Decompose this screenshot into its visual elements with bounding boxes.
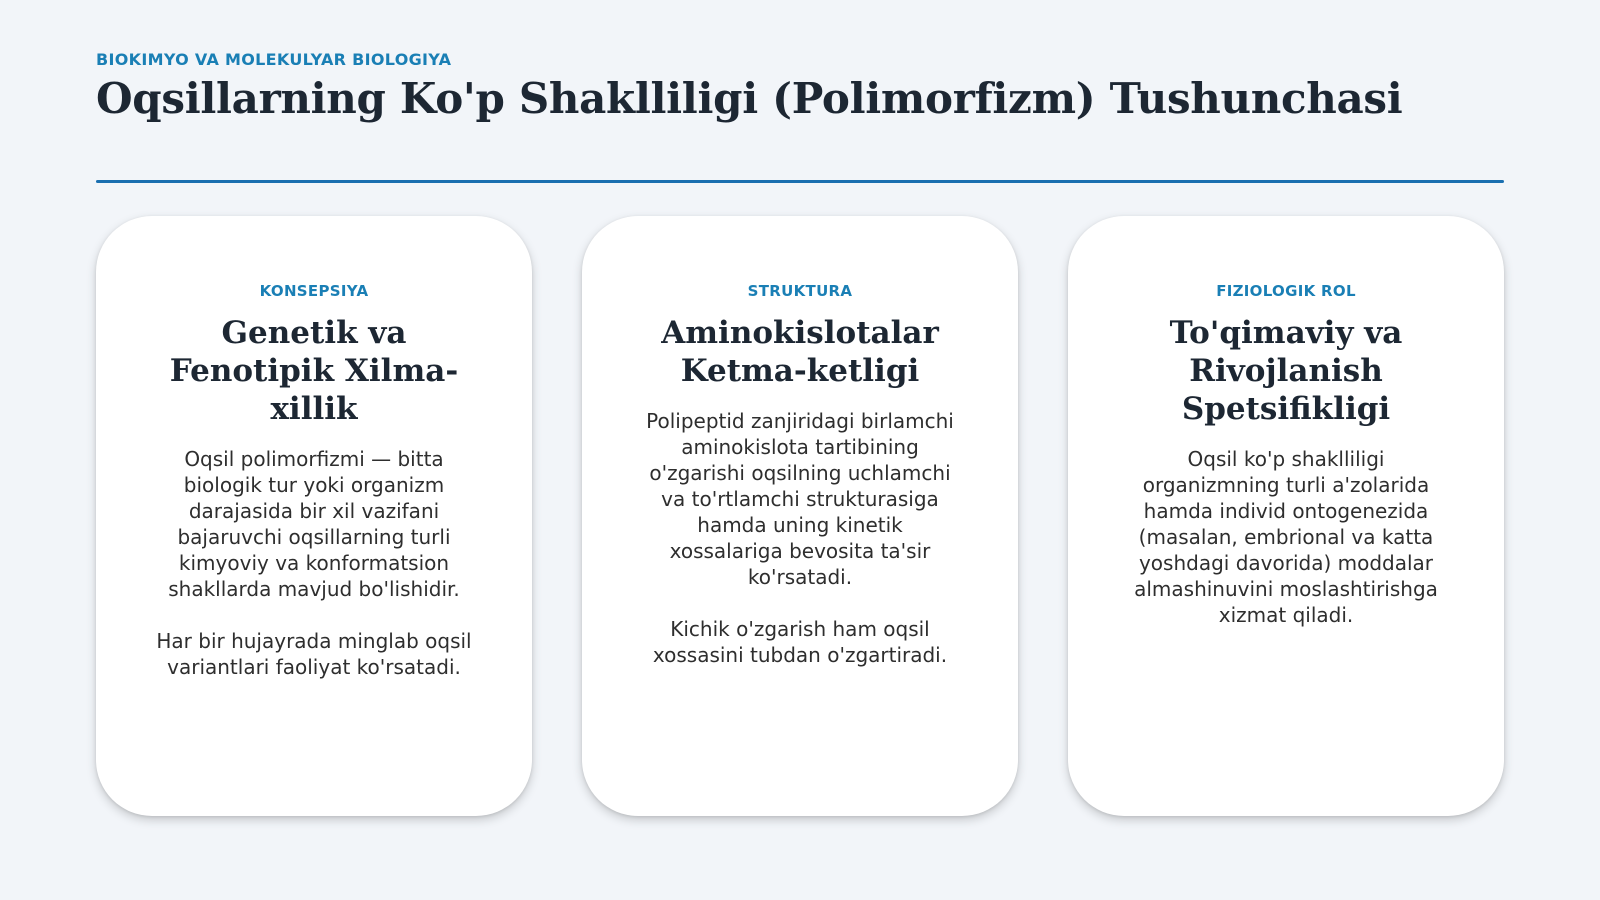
card-title: Aminokislotalar Ketma-ketligi bbox=[661, 315, 939, 389]
card-structure bbox=[582, 216, 1018, 816]
card-paragraph: Polipeptid zanjiridagi birlamchi aminokislota tartibining o'zgarishi oqsilning uchlamchi va to'rtlamchi strukturasiga hamda uning kinetik xossalariga bevosita ta'sir ko'rsatadi. bbox=[646, 409, 954, 589]
card-body bbox=[1127, 446, 1445, 628]
slide bbox=[96, 0, 1504, 900]
title-divider bbox=[96, 180, 1504, 183]
card-title: Genetik va Fenotipik Xilma-xillik bbox=[169, 315, 459, 427]
card-paragraph: Oqsil ko'p shaklliligi organizmning turli a'zolarida hamda individ ontogenezida (masalan, embrional va katta yoshdagi davorida) moddalar almashinuvini moslashtirishga xizmat qiladi. bbox=[1134, 447, 1438, 627]
card-paragraph: Kichik o'zgarish ham oqsil xossasini tubdan o'zgartiradi. bbox=[652, 617, 948, 667]
card-row bbox=[96, 216, 1504, 816]
card-title: To'qimaviy va Rivojlanish Spetsifikligi bbox=[1169, 315, 1403, 427]
card-body bbox=[641, 408, 959, 668]
card-tag: STRUKTURA bbox=[747, 282, 853, 300]
card-tag: FIZIOLOGIK ROL bbox=[1216, 282, 1356, 300]
card-body bbox=[155, 446, 473, 680]
card-physiological-role bbox=[1068, 216, 1504, 816]
card-tag: KONSEPSIYA bbox=[259, 282, 369, 300]
section-eyebrow: BIOKIMYO VA MOLEKULYAR BIOLOGIYA bbox=[96, 50, 452, 69]
card-concept bbox=[96, 216, 532, 816]
page-title: Oqsillarning Ko'p Shaklliligi (Polimorfizm) Tushunchasi bbox=[96, 74, 1403, 123]
card-paragraph: Oqsil polimorfizmi — bitta biologik tur yoki organizm darajasida bir xil vazifani bajaruvchi oqsillarning turli kimyoviy va konformatsion shakllarda mavjud bo'lishidir. bbox=[168, 447, 460, 601]
card-paragraph: Har bir hujayrada minglab oqsil variantlari faoliyat ko'rsatadi. bbox=[156, 629, 472, 679]
